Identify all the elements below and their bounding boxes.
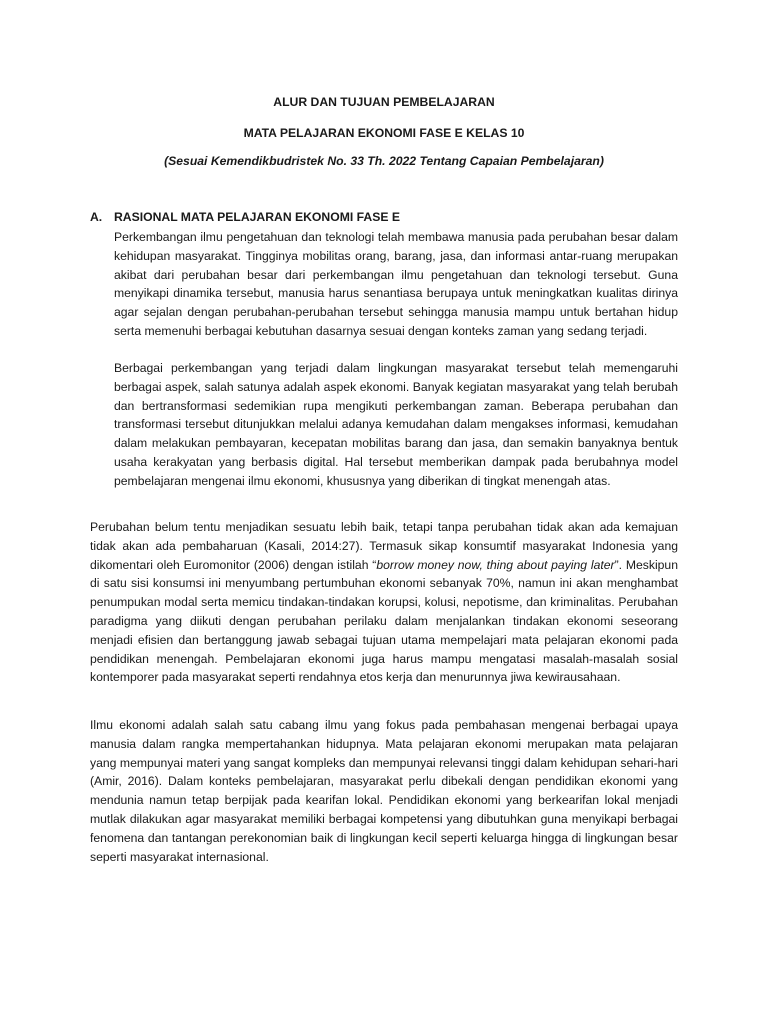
section-a-paragraph-1: Perkembangan ilmu pengetahuan dan teknologi telah membawa manusia pada perubahan besar dalam kehidupan masyarakat. Tingginya mobilitas orang, barang, jasa, dan informasi antar-ruang merupakan akibat dari perubahan besar dari perkembangan ilmu pengetahuan dan teknologi tersebut. Guna menyikapi dinamika tersebut, manusia harus senantiasa berupaya untuk meningkatkan kualitas dirinya agar sejalan dengan perubahan-perubahan tersebut sehingga manusia mampu untuk bertahan hidup serta memenuhi berbagai kebutuhan dasarnya sesuai dengan konteks zaman yang sedang terjadi. [114, 230, 678, 338]
section-a-heading [90, 209, 400, 225]
section-a-letter: A. [90, 210, 103, 224]
body-paragraph-4: Ilmu ekonomi adalah salah satu cabang ilmu yang fokus pada pembahasan mengenai berbagai upaya manusia dalam rangka mempertahankan hidupnya. Mata pelajaran ekonomi merupakan mata pelajaran yang mempunyai materi yang sangat kompleks dan mempunyai relevansi tinggi dalam kehidupan sehari-hari (Amir, 2016). Dalam konteks pembelajaran, masyarakat perlu dibekali dengan pendidikan ekonomi yang mendunia namun tetap berpijak pada kearifan lokal. Pendidikan ekonomi yang berkearifan lokal menjadi mutlak dilakukan agar masyarakat memiliki berbagai kompetensi yang dibutuhkan guna menyikapi berbagai fenomena dan tantangan perekonomian baik di lingkungan kecil seperti keluarga hingga di lingkungan besar seperti masyarakat internasional. [90, 718, 678, 864]
section-a-title: RASIONAL MATA PELAJARAN EKONOMI FASE E [114, 210, 400, 224]
paragraph-3-quote: borrow money now, thing about paying later [376, 557, 615, 572]
body-paragraph-3 [90, 518, 678, 687]
paragraph-3-text-start: Perubahan belum tentu menjadikan sesuatu lebih baik, tetapi tanpa perubahan tidak akan ada kemajuan tidak akan ada pembaharuan (Kasali, 2014:27). Termasuk sikap konsumtif masyarakat Indonesia yang dikomentari oleh Euromonitor (2006) dengan istilah “ [90, 520, 678, 572]
document-title: ALUR DAN TUJUAN PEMBELAJARAN [273, 95, 495, 109]
document-regulation-subtitle: (Sesuai Kemendikbudristek No. 33 Th. 2022 Tentang Capaian Pembelajaran) [164, 154, 604, 168]
section-a-paragraph-2: Berbagai perkembangan yang terjadi dalam lingkungan masyarakat tersebut telah memengaruhi berbagai aspek, salah satunya adalah aspek ekonomi. Banyak kegiatan masyarakat yang telah berubah dan bertransformasi sedemikian rupa mengikuti perkembangan zaman. Beberapa perubahan dan transformasi tersebut ditunjukkan melalui adanya kemudahan dalam mengakses informasi, kemudahan dalam melakukan pembayaran, kecepatan mobilitas barang dan jasa, dan semakin banyaknya bentuk usaha kerakyatan yang berbasis digital. Hal tersebut memberikan dampak pada berubahnya model pembelajaran mengenai ilmu ekonomi, khususnya yang diberikan di tingkat menengah atas. [114, 361, 678, 488]
paragraph-3-text-end: ”. Meskipun di satu sisi konsumsi ini menyumbang pertumbuhan ekonomi sebanyak 70%, namun ini akan menghambat penumpukan modal serta memicu tindakan-tindakan korupsi, kolusi, nepotisme, dan kriminalitas. Perubahan paradigma yang diikuti dengan perubahan perilaku dalam menjalankan tindakan ekonomi seseorang menjadi efisien dan bertanggung jawab sebagai tujuan utama mempelajari mata pelajaran ekonomi pada pendidikan menengah. Pembelajaran ekonomi juga harus mampu mengatasi masalah-masalah sosial kontemporer pada masyarakat seperti rendahnya etos kerja dan menurunnya jiwa kewirausahaan. [90, 557, 678, 685]
document-subject-title: MATA PELAJARAN EKONOMI FASE E KELAS 10 [243, 126, 525, 140]
